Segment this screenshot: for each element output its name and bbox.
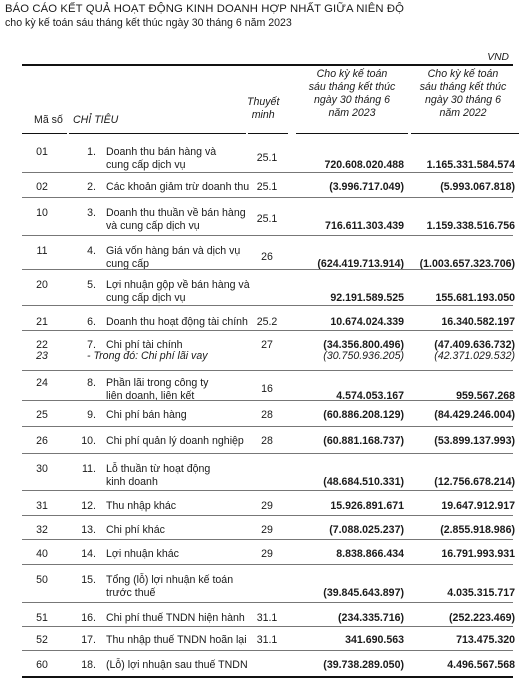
row-code: 25 [36,409,48,421]
row-label [106,146,254,172]
row-note: 31.1 [256,612,278,624]
row-separator [22,650,513,651]
row-value-2022: (5.993.067.818) [440,181,515,193]
currency-label: VND [487,52,509,63]
row-label-line: Chi phí khác [106,524,165,536]
row-code: 21 [36,316,48,328]
row-value-2023: (7.088.025.237) [329,524,404,536]
row-label-line: Chi phí bán hàng [106,409,187,421]
row-note: 25.2 [256,316,278,328]
row-value-2022: (53.899.137.993) [434,435,515,447]
row-number: 10. [81,435,96,447]
row-value-2022: 4.496.567.568 [447,659,515,671]
row-label-line: Chi phí thuế TNDN hiện hành [106,612,245,624]
row-number: 14. [81,548,96,560]
header-rule [411,133,519,134]
row-label [106,409,254,422]
row-value-2022: 1.165.331.584.574 [426,159,515,171]
row-label-line: cung cấp [106,258,149,270]
header-col2-line: sáu tháng kết thúc [419,81,507,93]
row-value-2023: (39.845.643.897) [323,587,404,599]
row-value-2022: (47.409.636.732) [434,339,515,351]
row-value-2022: (1.003.657.323.706) [419,258,515,270]
header-period-2022 [408,68,518,120]
header-note-line: Thuyết [247,96,280,108]
header-rule [69,133,246,134]
row-code: 60 [36,659,48,671]
row-value-2022: (2.855.918.986) [440,524,515,536]
header-code: Mã số [34,114,63,126]
row-label [106,279,254,305]
header-rule [22,133,67,134]
row-value-2023: (34.356.800.496) [323,339,404,351]
row-number: 1. [87,146,96,158]
row-separator [22,626,513,627]
row-label [106,612,254,625]
row-value-2022: 1.159.338.516.756 [426,220,515,232]
row-note: 26 [261,251,273,263]
row-separator [22,172,513,173]
row-number: 2. [87,181,96,193]
row-value-2023: (30.750.936.205) [323,350,404,362]
row-label-line: Chi phí tài chính [106,339,183,351]
row-separator [22,453,513,454]
row-value-2023: 8.838.866.434 [336,548,404,560]
row-code: 10 [36,207,48,219]
row-code: 50 [36,574,48,586]
row-value-2023: (39.738.289.050) [323,659,404,671]
header-col2-line: năm 2022 [439,107,487,119]
row-label-line: Tổng (lỗ) lợi nhuận kế toán [106,574,234,586]
row-separator [22,426,513,427]
report-title: BÁO CÁO KẾT QUẢ HOẠT ĐỘNG KINH DOANH HỢP NHẤT GIỮA NIÊN ĐỘ [5,3,405,15]
row-separator [22,305,513,306]
row-label [106,524,254,537]
row-separator [22,490,513,491]
row-value-2022: 4.035.315.717 [447,587,515,599]
row-value-2023: 10.674.024.339 [330,316,404,328]
row-label [106,574,254,600]
row-label-line: Doanh thu thuần về bán hàng [106,207,246,219]
row-label-line: cung cấp dịch vụ [106,292,186,304]
row-value-2023: (624.419.713.914) [317,258,404,270]
header-note-line: minh [251,109,275,121]
row-label [106,316,254,329]
row-label [106,634,254,647]
row-note: 25.1 [256,181,278,193]
row-value-2023: 15.926.891.671 [330,500,404,512]
row-value-2022: (12.756.678.214) [434,476,515,488]
row-value-2023: (3.996.717.049) [329,181,404,193]
row-value-2023: 720.608.020.488 [324,159,404,171]
row-note: 28 [261,409,273,421]
row-code: 22 [36,339,48,351]
row-number: 16. [81,612,96,624]
row-value-2022: (84.429.246.004) [434,409,515,421]
top-rule [22,64,513,66]
row-number: 18. [81,659,96,671]
row-code: 31 [36,500,48,512]
row-label [106,659,254,672]
row-value-2022: 959.567.268 [456,390,515,402]
row-note: 29 [261,524,273,536]
row-label-line: (Lỗ) lợi nhuận sau thuế TNDN [106,659,248,671]
row-code: 30 [36,463,48,475]
row-label-line: Lợi nhuận gộp về bán hàng và [106,279,250,291]
row-note: 31.1 [256,634,278,646]
row-label-line: Doanh thu bán hàng và [106,146,217,158]
row-value-2023: 4.574.053.167 [336,390,404,402]
header-period-2023 [297,68,407,120]
row-label [106,207,254,233]
row-label-line: liên doanh, liên kết [106,390,195,402]
row-separator [22,564,513,565]
row-code: 26 [36,435,48,447]
row-number: 6. [87,316,96,328]
row-separator [22,602,513,603]
row-number: 11. [82,463,96,475]
row-code: 23 [36,350,48,362]
row-number: 3. [87,207,96,219]
row-value-2023: 716.611.303.439 [325,220,404,232]
row-value-2022: 713.475.320 [456,634,515,646]
row-code: 11 [36,245,48,257]
row-label-line: - Trong đó: Chi phí lãi vay [87,350,208,362]
row-label-line: Lợi nhuận khác [106,548,179,560]
row-number: 5. [87,279,96,291]
header-rule [248,133,288,134]
row-code: 02 [36,181,48,193]
row-number: 12. [81,500,96,512]
row-number: 17. [81,634,96,646]
row-label-line: kinh doanh [106,476,158,488]
row-separator [22,330,513,331]
row-code: 24 [36,377,48,389]
row-code: 32 [36,524,48,536]
row-label [106,181,254,194]
row-number: 7. [87,339,96,351]
row-label-line: cung cấp dịch vụ [106,159,186,171]
row-number: 9. [87,409,96,421]
table-header [0,68,521,134]
row-value-2023: 341.690.563 [345,634,404,646]
row-separator [22,269,513,270]
row-label-line: trước thuế [106,587,156,599]
row-code: 40 [36,548,48,560]
row-number: 4. [87,245,96,257]
row-value-2023: (60.881.168.737) [323,435,404,447]
row-value-2023: (60.886.208.129) [323,409,404,421]
row-label [106,500,254,513]
row-code: 51 [36,612,48,624]
row-value-2022: (42.371.029.532) [434,350,515,362]
header-item: CHỈ TIÊU [73,114,119,126]
row-number: 13. [81,524,96,536]
row-separator [22,539,513,540]
bottom-rule [22,676,513,678]
header-rule [296,133,408,134]
row-separator [22,370,513,371]
row-code: 52 [36,634,48,646]
header-note [247,96,287,122]
row-label [106,435,254,448]
header-col2-line: ngày 30 tháng 6 [425,94,501,106]
row-label-line: Thu nhập thuế TNDN hoãn lại [106,634,247,646]
row-note: 29 [261,500,273,512]
row-note: 29 [261,548,273,560]
report-subtitle: cho kỳ kế toán sáu tháng kết thúc ngày 30 tháng 6 năm 2023 [5,17,292,29]
row-label-line: Thu nhập khác [106,500,177,512]
row-label-line: và cung cấp dịch vụ [106,220,200,232]
header-col1-line: ngày 30 tháng 6 [314,94,390,106]
row-value-2022: 16.340.582.197 [441,316,515,328]
row-label-line: Doanh thu hoạt động tài chính [106,316,248,328]
row-label-line: Các khoản giảm trừ doanh thu [106,181,250,193]
row-label-line: Phần lãi trong công ty [106,377,209,389]
header-col1-line: năm 2023 [328,107,376,119]
row-label-line: Chi phí quản lý doanh nghiệp [106,435,244,447]
row-note: 16 [261,383,273,395]
row-value-2022: 155.681.193.050 [435,292,515,304]
row-number: 15. [81,574,96,586]
row-value-2022: 19.647.912.917 [441,500,515,512]
row-code: 20 [36,279,48,291]
row-note: 25.1 [256,213,278,225]
row-separator [22,197,513,198]
row-label-line: Lỗ thuần từ hoạt động [106,463,211,475]
row-value-2023: (234.335.716) [338,612,404,624]
row-label [106,548,254,561]
row-value-2023: 92.191.589.525 [330,292,404,304]
header-col1-line: sáu tháng kết thúc [308,81,396,93]
row-separator [22,515,513,516]
row-note: 28 [261,435,273,447]
row-note: 25.1 [256,152,278,164]
header-col1-line: Cho kỳ kế toán [316,68,388,80]
row-separator [22,400,513,401]
row-value-2023: (48.684.510.331) [323,476,404,488]
row-label [106,245,254,271]
row-separator [22,235,513,236]
row-value-2022: (252.223.469) [449,612,515,624]
row-note: 27 [261,339,273,351]
header-col2-line: Cho kỳ kế toán [427,68,499,80]
row-code: 01 [36,146,48,158]
row-label-line: Giá vốn hàng bán và dịch vụ [106,245,241,257]
row-label [87,350,235,363]
row-label [106,463,254,489]
row-value-2022: 16.791.993.931 [441,548,515,560]
row-number: 8. [87,377,96,389]
